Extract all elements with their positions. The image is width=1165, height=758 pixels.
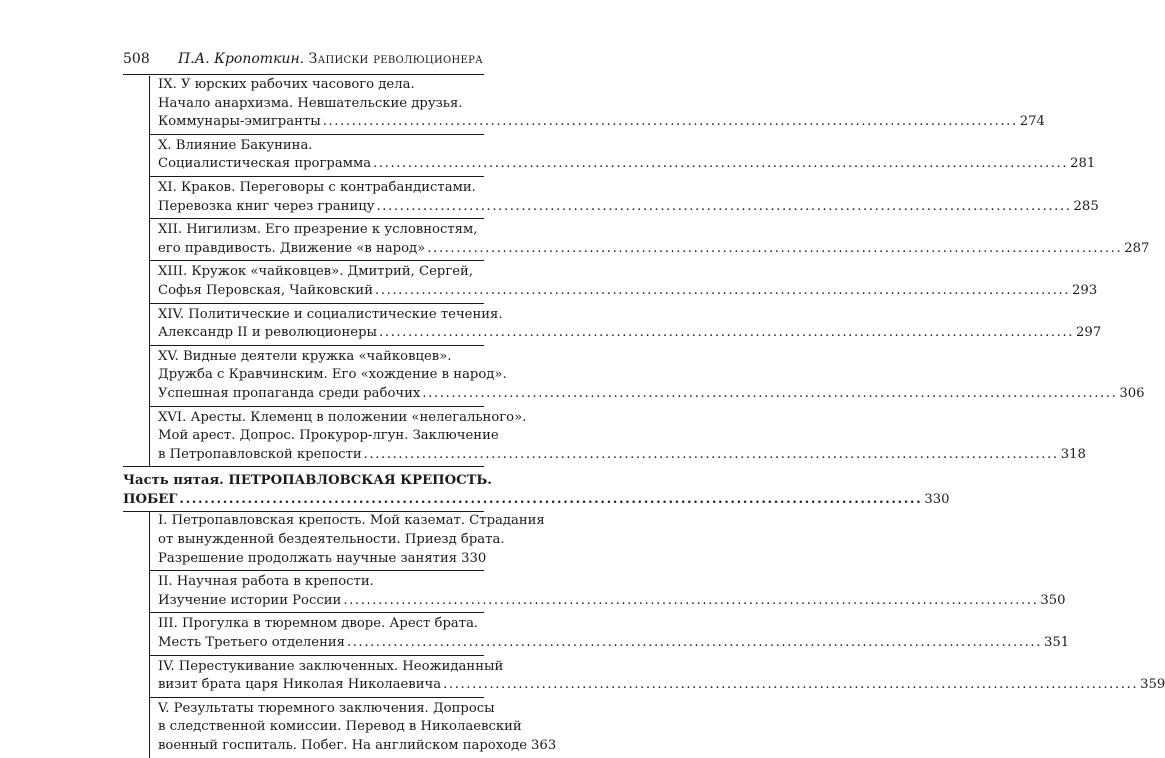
page-header bbox=[123, 48, 483, 70]
dot-leader: ........................................................................................................................ bbox=[179, 491, 923, 507]
page-ref: 281 bbox=[1070, 156, 1096, 172]
toc-entry-text: Разрешение продолжать научные занятия bbox=[158, 550, 458, 566]
page-ref: 293 bbox=[1072, 282, 1098, 298]
toc-entry-line: I. Петропавловская крепость. Мой каземат. Страдания bbox=[158, 513, 545, 529]
toc-entry-text: военный госпиталь. Побег. На английском пароходе bbox=[158, 738, 528, 753]
dot-leader: ........................................................................................................................ bbox=[375, 282, 1071, 298]
toc-entry-line: III. Прогулка в тюремном дворе. Арест брата. bbox=[158, 616, 479, 632]
toc-entry-line: II. Научная работа в крепости. bbox=[158, 574, 374, 590]
toc-entry-text: Александр II и революционеры bbox=[158, 325, 378, 341]
toc-entry-line bbox=[158, 324, 1102, 343]
toc-entry[interactable] bbox=[149, 218, 1150, 260]
toc-entry-line: в следственной комиссии. Перевод в Николаевский bbox=[158, 719, 522, 735]
toc-entry-text: Месть Третьего отделения bbox=[158, 635, 345, 651]
table-of-contents bbox=[123, 76, 1165, 758]
dot-leader: ........................................................................................................................ bbox=[379, 325, 1075, 341]
toc-entry-line bbox=[158, 550, 487, 569]
part-heading-line bbox=[123, 491, 950, 510]
toc-entry-line: от вынужденной бездеятельности. Приезд брата. bbox=[158, 532, 505, 548]
toc-entry-text: визит брата царя Николая Николаевича bbox=[158, 677, 442, 693]
toc-entry-line bbox=[158, 198, 1099, 217]
dot-leader: ........................................................................................................................ bbox=[376, 198, 1072, 214]
toc-entry-text: Успешная пропаганда среди рабочих bbox=[158, 385, 421, 401]
toc-entry-line: XIII. Кружок «чайковцев». Дмитрий, Сергей, bbox=[158, 264, 474, 280]
dot-leader: ........................................................................................................................ bbox=[422, 385, 1118, 401]
toc-entry-text: Перевозка книг через границу bbox=[158, 198, 375, 214]
running-title bbox=[178, 48, 483, 70]
toc-entry-text: Социалистическая программа bbox=[158, 156, 372, 172]
toc-entry[interactable] bbox=[149, 612, 1070, 654]
page-ref: 287 bbox=[1124, 240, 1150, 256]
toc-entry-line: XIV. Политические и социалистические течения. bbox=[158, 306, 503, 322]
page-ref: 330 bbox=[924, 491, 950, 507]
part-heading-block bbox=[123, 466, 950, 512]
toc-entry[interactable] bbox=[149, 345, 1145, 406]
toc-entry-line bbox=[158, 446, 1086, 465]
dot-leader: ........................................................................................................................ bbox=[322, 114, 1018, 130]
toc-entry[interactable] bbox=[149, 260, 1098, 302]
chapter-list-part-five bbox=[123, 512, 1165, 757]
toc-entry-line: XVI. Аресты. Клеменц в положении «нелегального». bbox=[158, 409, 527, 425]
toc-entry-line: XV. Видные деятели кружка «чайковцев». bbox=[158, 348, 452, 364]
page-ref: 350 bbox=[1040, 592, 1066, 608]
page-ref: 306 bbox=[1119, 385, 1145, 401]
toc-entry-line: XII. Нигилизм. Его презрение к условностям, bbox=[158, 222, 478, 238]
toc-entry-line: IX. У юрских рабочих часового дела. bbox=[158, 77, 415, 92]
toc-entry-text: его правдивость. Движение «в народ» bbox=[158, 240, 426, 256]
part-heading-text: ПОБЕГ bbox=[123, 491, 178, 507]
toc-entry[interactable] bbox=[149, 76, 1045, 134]
toc-entry[interactable] bbox=[149, 655, 1165, 697]
toc-entry[interactable] bbox=[149, 512, 545, 570]
page-ref: 318 bbox=[1060, 446, 1086, 462]
toc-entry[interactable] bbox=[149, 570, 1066, 612]
page-number: 508 bbox=[123, 51, 150, 67]
dot-leader: ........................................................................................................................ bbox=[363, 446, 1059, 462]
page-ref: 351 bbox=[1044, 635, 1070, 651]
part-heading-line: Часть пятая. ПЕТРОПАВЛОВСКАЯ КРЕПОСТЬ. bbox=[123, 473, 492, 489]
toc-entry-text: Коммунары-эмигранты bbox=[158, 114, 321, 130]
toc-entry-line: Начало анархизма. Невшательские друзья. bbox=[158, 95, 463, 111]
toc-entry-line bbox=[158, 385, 1145, 404]
page-ref: 363 bbox=[531, 738, 557, 753]
running-title-book: Записки революционера bbox=[308, 51, 483, 67]
toc-entry[interactable] bbox=[149, 176, 1099, 218]
toc-entry-line: X. Влияние Бакунина. bbox=[158, 137, 313, 153]
toc-entry-line bbox=[158, 113, 1045, 132]
toc-entry[interactable] bbox=[149, 134, 1096, 176]
page-ref: 297 bbox=[1076, 325, 1102, 341]
toc-entry-text: Изучение истории России bbox=[158, 592, 342, 608]
toc-entry-text: Софья Перовская, Чайковский bbox=[158, 282, 374, 298]
part-heading[interactable] bbox=[123, 466, 950, 509]
page-ref: 359 bbox=[1140, 677, 1165, 693]
page-ref: 274 bbox=[1019, 114, 1045, 130]
toc-entry-line bbox=[158, 155, 1096, 174]
running-title-author: П.А. Кропоткин. bbox=[177, 51, 305, 67]
toc-entry-line: XI. Краков. Переговоры с контрабандистами. bbox=[158, 179, 476, 195]
dot-leader: ........................................................................................................................ bbox=[346, 635, 1042, 651]
toc-entry-line bbox=[158, 676, 1165, 695]
toc-entry-line bbox=[158, 592, 1066, 611]
page-ref: 330 bbox=[461, 550, 487, 566]
header-rule bbox=[123, 74, 484, 75]
dot-leader: ........................................................................................................................ bbox=[443, 677, 1139, 693]
toc-entry[interactable] bbox=[149, 303, 1102, 345]
dot-leader: ........................................................................................................................ bbox=[343, 592, 1039, 608]
toc-entry-line bbox=[158, 282, 1098, 301]
toc-entry-line bbox=[158, 737, 557, 756]
chapter-list-part-four bbox=[123, 76, 1150, 466]
toc-entry-text: в Петропавловской крепости bbox=[158, 446, 362, 462]
toc-entry-line bbox=[158, 240, 1150, 259]
toc-entry-line: IV. Перестукивание заключенных. Неожиданный bbox=[158, 658, 504, 674]
toc-entry-line: Дружба с Кравчинским. Его «хождение в народ». bbox=[158, 367, 507, 383]
dot-leader: ........................................................................................................................ bbox=[427, 240, 1123, 256]
toc-entry[interactable] bbox=[149, 406, 1086, 467]
toc-entry-line: V. Результаты тюремного заключения. Допросы bbox=[158, 700, 495, 716]
dot-leader: ........................................................................................................................ bbox=[373, 156, 1069, 172]
toc-entry-line bbox=[158, 634, 1070, 653]
toc-entry-line: Мой арест. Допрос. Прокурор-лгун. Заключение bbox=[158, 428, 499, 444]
page-ref: 285 bbox=[1073, 198, 1099, 214]
toc-entry[interactable] bbox=[149, 697, 557, 758]
